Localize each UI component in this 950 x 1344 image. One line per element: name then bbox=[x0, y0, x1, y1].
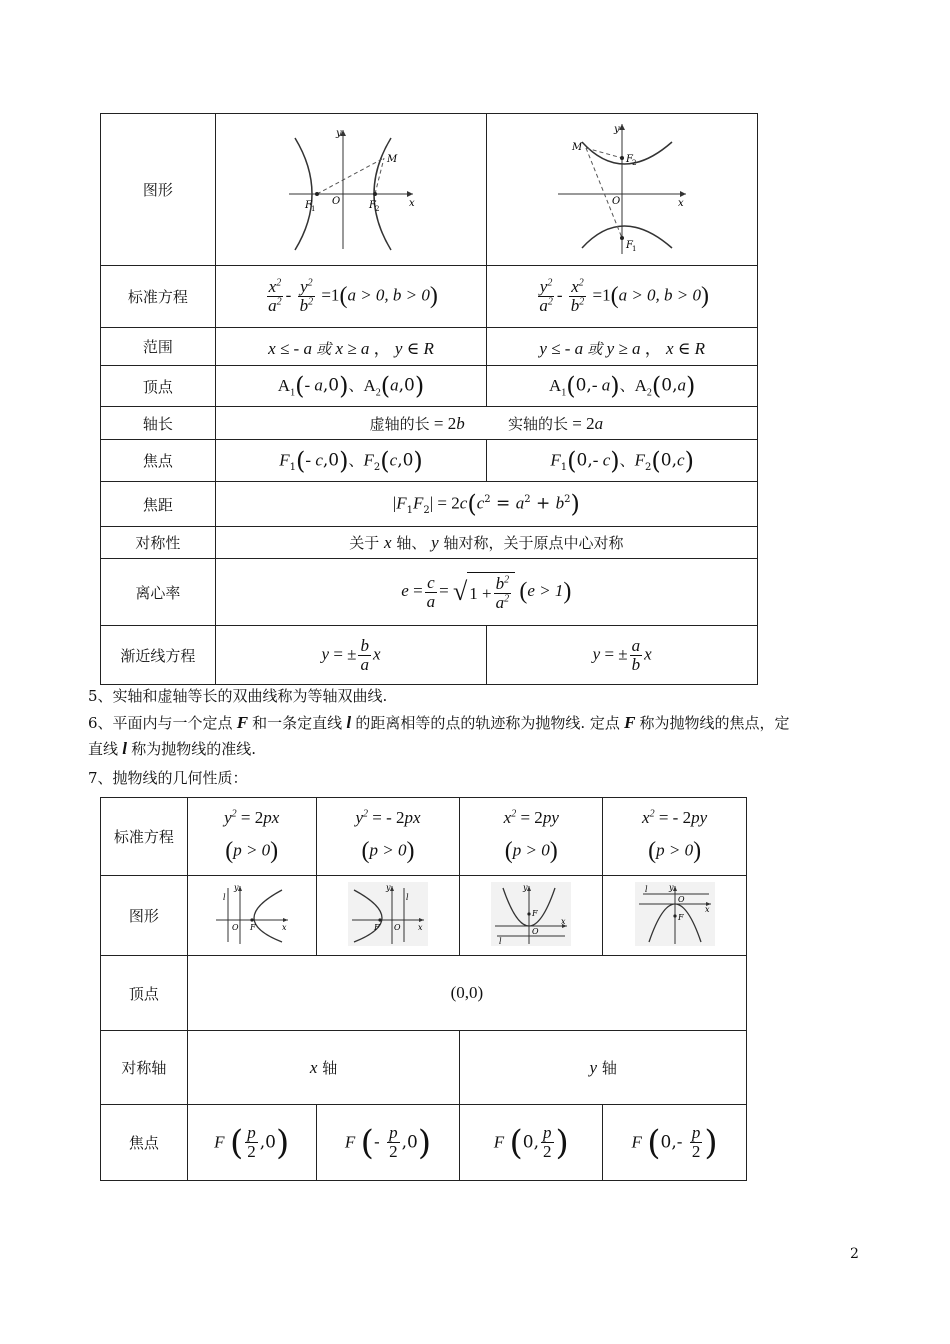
table-row bbox=[101, 527, 758, 559]
separator: 、 bbox=[619, 376, 635, 395]
equation-x-formula: $\frac{x^2}{a^2}$ - $\frac{y^2}{b^2}$ =1(a > 0, b > 0) bbox=[215, 266, 487, 328]
parabola-eq-down: $x^2$ = - 2py (p > 0) bbox=[603, 798, 747, 876]
svg-text:x: x bbox=[704, 904, 710, 914]
axis-length-formula: 虚轴的长 = 2b 实轴的长 = 2a bbox=[215, 407, 757, 440]
axis-y-cell: y 轴 bbox=[460, 1031, 747, 1105]
svg-text:F: F bbox=[373, 922, 380, 932]
svg-text:2: 2 bbox=[375, 204, 380, 213]
focus-x-formula: $F_1(-$ c,0)、$F_2(c,0)$ bbox=[215, 440, 487, 482]
svg-text:F: F bbox=[626, 239, 634, 251]
table-row bbox=[101, 328, 758, 366]
svg-text:O: O bbox=[677, 894, 685, 904]
svg-text:y: y bbox=[336, 127, 342, 139]
table-row bbox=[101, 266, 758, 328]
range-x-formula: x ≤ - a 或 x ≥ a ， y ∈ R bbox=[215, 328, 487, 366]
imaginary-axis-text: 虚轴的长 bbox=[369, 414, 430, 433]
svg-text:y: y bbox=[233, 882, 239, 892]
row-label-eccentricity: 离心率 bbox=[101, 559, 216, 626]
row-label-graph: 图形 bbox=[101, 876, 188, 956]
equation-y-formula: $\frac{y^2}{a^2}$ - $\frac{x^2}{b^2}$ =1(a > 0, b > 0) bbox=[487, 266, 758, 328]
row-label-symmetry: 对称性 bbox=[101, 527, 216, 559]
table-row bbox=[101, 956, 747, 1031]
svg-text:x: x bbox=[678, 197, 684, 209]
hyperbola-x-graph bbox=[281, 124, 421, 252]
row-label-focus: 焦点 bbox=[101, 1105, 188, 1181]
real-axis-text: 实轴的长 bbox=[507, 414, 568, 433]
table-row bbox=[101, 482, 758, 527]
svg-text:x: x bbox=[417, 922, 423, 932]
svg-text:x: x bbox=[409, 197, 415, 209]
svg-text:M: M bbox=[572, 141, 583, 153]
parabola-right-graph bbox=[212, 882, 292, 946]
hyperbola-y-graph bbox=[552, 120, 692, 256]
row-label-focus: 焦点 bbox=[101, 440, 216, 482]
svg-text:M: M bbox=[387, 153, 398, 165]
p6-part: 称为抛物线的准线. bbox=[131, 740, 257, 758]
parabola-vertex-value: (0,0) bbox=[187, 956, 746, 1031]
vertex-x-formula: $A_1(-$ a,0)、$A_2(a,0)$ bbox=[215, 366, 487, 407]
table-row bbox=[101, 876, 747, 956]
vertex-y-formula: $A_1(0,-$ a)、$A_2(0,a)$ bbox=[487, 366, 758, 407]
paragraph-5: 5、实轴和虚轴等长的双曲线称为等轴双曲线. bbox=[88, 687, 388, 705]
asymptote-y-formula: y = ± $\frac{a}{b}$ x bbox=[487, 626, 758, 685]
parabola-down-figure bbox=[603, 876, 747, 956]
svg-text:l: l bbox=[644, 884, 648, 894]
table-row bbox=[101, 1105, 747, 1181]
p6-part: 6、平面内与一个定点 bbox=[88, 714, 233, 732]
focus-up-formula: F (0, $\frac{p}{2}$ ) bbox=[460, 1105, 603, 1181]
parabola-down-graph bbox=[635, 882, 715, 946]
paragraph-7: 7、抛物线的几何性质： bbox=[88, 769, 248, 787]
range-or-text: 或 bbox=[316, 340, 332, 358]
symmetry-about: 关于 bbox=[349, 534, 380, 552]
axis-word: 轴 bbox=[601, 1059, 617, 1077]
parabola-eq-right: $y^2 = 2px$ (p > 0) bbox=[187, 798, 316, 876]
svg-text:1: 1 bbox=[311, 204, 316, 213]
svg-text:1: 1 bbox=[632, 244, 637, 253]
svg-text:O: O bbox=[231, 922, 239, 932]
axis-word: 轴 bbox=[322, 1059, 338, 1077]
p6-part: 称为抛物线的焦点，定 bbox=[639, 714, 790, 732]
focus-y-formula: $F_1(0,-$ c)、$F_2(0,c)$ bbox=[487, 440, 758, 482]
range-or-text: 或 bbox=[587, 340, 603, 358]
row-label-range: 范围 bbox=[101, 328, 216, 366]
symmetry-y-axis: 轴对称，关于原点中心对称 bbox=[443, 534, 624, 552]
hyperbola-horizontal-figure bbox=[215, 114, 487, 266]
paragraph-6: 6、平面内与一个定点 F 和一条定直线 l 的距离相等的点的轨迹称为抛物线. 定点 F 称为抛物线的焦点，定 直线 l 称为抛物线的准线. bbox=[88, 713, 790, 758]
svg-text:x: x bbox=[281, 922, 287, 932]
svg-text:O: O bbox=[393, 922, 401, 932]
range-y-formula: y ≤ - a 或 y ≥ a ， x ∈ R bbox=[487, 328, 758, 366]
parabola-properties-table bbox=[100, 797, 747, 1181]
table-row bbox=[101, 559, 758, 626]
parabola-up-graph bbox=[491, 882, 571, 946]
row-label-axis: 对称轴 bbox=[101, 1031, 188, 1105]
row-label-asymptote: 渐近线方程 bbox=[101, 626, 216, 685]
symmetry-text: 关于 x 轴、 y 轴对称，关于原点中心对称 bbox=[215, 527, 757, 559]
parabola-eq-up: $x^2 = 2py$ (p > 0) bbox=[460, 798, 603, 876]
parabola-left-figure bbox=[316, 876, 460, 956]
eccentricity-formula: e = $\frac{c}{a}$ = √ 1 + $\frac{b^2}{a^2}$ (e > 1) bbox=[215, 559, 757, 626]
row-label-axis-length: 轴长 bbox=[101, 407, 216, 440]
focus-down-formula: F (0,- $\frac{p}{2}$ ) bbox=[603, 1105, 747, 1181]
svg-text:F: F bbox=[249, 922, 256, 932]
svg-text:F: F bbox=[677, 912, 684, 922]
svg-text:F: F bbox=[532, 908, 538, 918]
table-row bbox=[101, 440, 758, 482]
axis-x-cell: x 轴 bbox=[187, 1031, 460, 1105]
table-row bbox=[101, 114, 758, 266]
svg-text:y: y bbox=[385, 882, 391, 892]
svg-text:y: y bbox=[614, 123, 620, 135]
p6-part: 的距离相等的点的轨迹称为抛物线. 定点 bbox=[355, 714, 620, 732]
svg-text:x: x bbox=[561, 916, 566, 926]
svg-text:O: O bbox=[532, 926, 539, 936]
svg-text:l: l bbox=[499, 936, 502, 946]
p6-part: 直线 bbox=[88, 740, 119, 758]
row-label-vertex: 顶点 bbox=[101, 366, 216, 407]
svg-text:O: O bbox=[612, 195, 621, 207]
p6-part: 和一条定直线 bbox=[252, 714, 343, 732]
row-label-graph: 图形 bbox=[101, 114, 216, 266]
table-row bbox=[101, 366, 758, 407]
separator: 、 bbox=[348, 376, 364, 395]
focus-right-formula: F ( $\frac{p}{2}$ ,0) bbox=[187, 1105, 316, 1181]
svg-text:2: 2 bbox=[632, 158, 637, 167]
row-label-vertex: 顶点 bbox=[101, 956, 188, 1031]
separator: 、 bbox=[348, 451, 364, 469]
focal-distance-formula: $|F_1F_2| = 2c(c^2 = a^2 + b^2)$ bbox=[215, 482, 757, 527]
parabola-left-graph bbox=[348, 882, 428, 946]
svg-text:l: l bbox=[222, 892, 226, 902]
table-row bbox=[101, 626, 758, 685]
svg-text:O: O bbox=[332, 195, 341, 207]
parabola-right-figure bbox=[187, 876, 316, 956]
symmetry-x-axis: 轴、 bbox=[396, 534, 427, 552]
focus-left-formula: F (- $\frac{p}{2}$ ,0) bbox=[316, 1105, 460, 1181]
parabola-eq-left: $y^2$ = - 2px (p > 0) bbox=[316, 798, 460, 876]
table-row bbox=[101, 798, 747, 876]
separator: 、 bbox=[619, 451, 635, 469]
svg-text:y: y bbox=[523, 882, 528, 892]
table-row bbox=[101, 1031, 747, 1105]
asymptote-x-formula: y = ± $\frac{b}{a}$ x bbox=[215, 626, 487, 685]
parabola-up-figure bbox=[460, 876, 603, 956]
table-row bbox=[101, 407, 758, 440]
svg-text:F: F bbox=[369, 199, 376, 211]
svg-text:y: y bbox=[668, 882, 674, 892]
svg-text:F: F bbox=[626, 153, 634, 165]
page-number: 2 bbox=[850, 1246, 859, 1262]
hyperbola-vertical-figure bbox=[487, 114, 758, 266]
hyperbola-properties-table bbox=[100, 113, 758, 685]
svg-text:F: F bbox=[305, 199, 312, 211]
row-label-equation: 标准方程 bbox=[101, 266, 216, 328]
row-label-focal-distance: 焦距 bbox=[101, 482, 216, 527]
svg-text:l: l bbox=[405, 892, 409, 902]
row-label-equation: 标准方程 bbox=[101, 798, 188, 876]
